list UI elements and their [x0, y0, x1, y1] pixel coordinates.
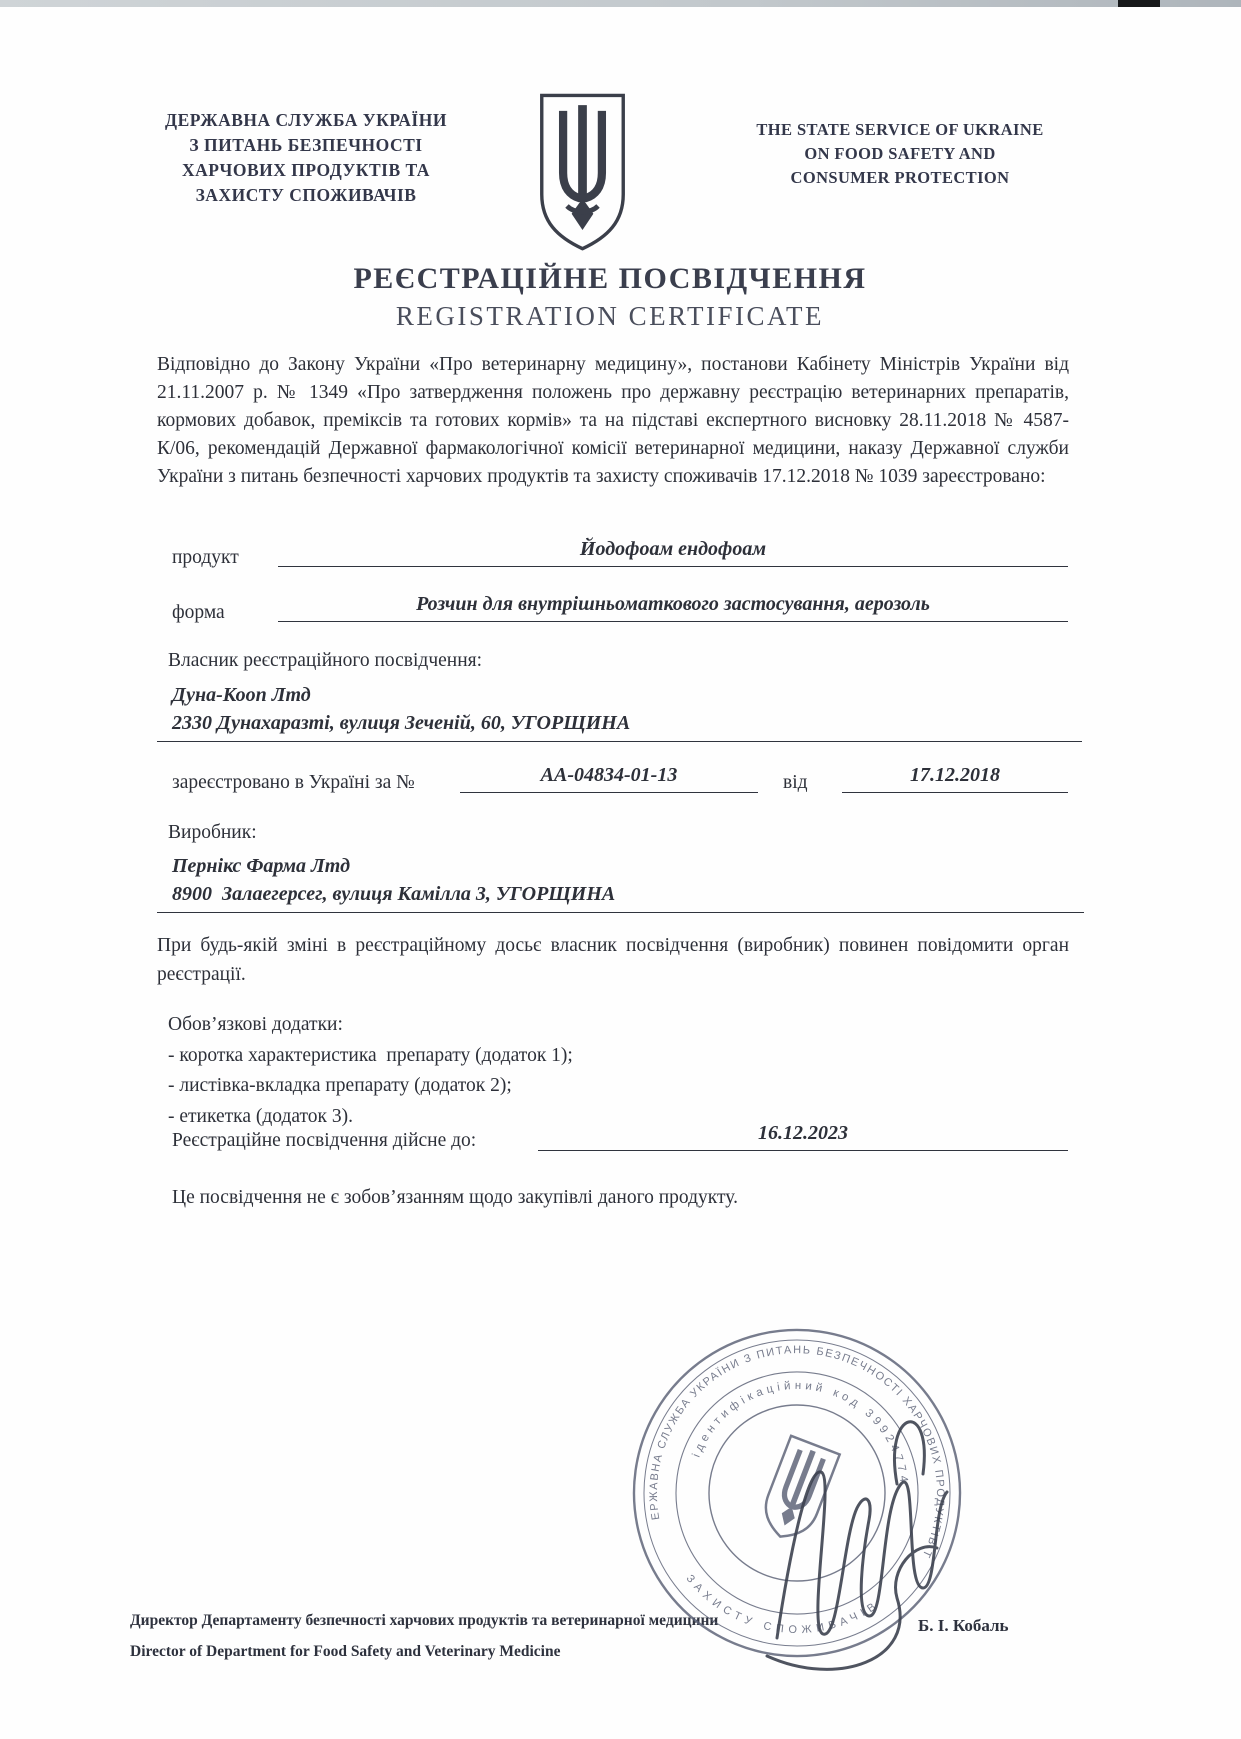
attachment-item: - етикетка (додаток 3).	[168, 1105, 354, 1127]
scan-edge-artifact	[0, 0, 1241, 7]
owner-name: Дуна-Кооп Лтд	[172, 684, 311, 706]
disclaimer: Це посвідчення не є зобов’язанням щодо закупівлі даного продукту.	[172, 1187, 738, 1208]
org-name-en-line: ON FOOD SAFETY AND	[804, 144, 996, 163]
intro-paragraph: Відповідно до Закону України «Про ветеринарну медицину», постанови Кабінету Міністрів України від 21.11.2007 р. № 1349 «Про затвердження положень про державну реєстрацію ветеринарних препаратів, кормових добавок, преміксів та готових кормів» та на підставі експертного висновку 28.11.2018 № 4587-К/06, рекомендацій Державної фармакологічної комісії ветеринарної медицини, наказу Державної служби України з питань безпечності харчових продуктів та захисту споживачів 17.12.2018 № 1039 зареєстровано:	[157, 354, 1069, 487]
org-name-en-line: THE STATE SERVICE OF UKRAINE	[756, 120, 1044, 139]
seal-inner-text: ідентифікаційний код 39924774	[690, 1379, 910, 1487]
seal-outer-text: ДЕРЖАВНА СЛУЖБА УКРАЇНИ З ПИТАНЬ БЕЗПЕЧНОСТІ ХАРЧОВИХ ПРОДУКТІВ ТА	[647, 1344, 946, 1561]
form-label: форма	[172, 602, 225, 623]
validity-label: Реєстраційне посвідчення дійсне до:	[172, 1130, 477, 1151]
registration-number: АА-04834-01-13	[460, 764, 758, 793]
registration-label: зареєстровано в Україні за №	[172, 772, 415, 793]
certificate-title-en: REGISTRATION CERTIFICATE	[395, 301, 825, 331]
change-notice: При будь-якій зміні в реєстраційному досьє власник посвідчення (виробник) повинен повідомити орган реєстрації.	[157, 935, 1069, 985]
director-title-en: Director of Department for Food Safety and Veterinary Medicine	[130, 1643, 561, 1660]
attachment-item: - листівка-вкладка препарату (додаток 2);	[168, 1075, 512, 1096]
ukraine-trident-emblem-icon	[534, 86, 631, 260]
product-value: Йодофоам ендофоам	[278, 538, 1068, 567]
signature	[742, 1388, 972, 1688]
manufacturer-name: Пернікс Фарма Лтд	[172, 855, 350, 877]
product-label: продукт	[172, 547, 239, 568]
signer-name: Б. І. Кобаль	[918, 1616, 1009, 1635]
org-name-uk-line: З ПИТАНЬ БЕЗПЕЧНОСТІ	[189, 135, 423, 155]
manufacturer-label: Виробник:	[168, 822, 257, 843]
form-value: Розчин для внутрішньоматкового застосування, аерозоль	[278, 593, 1068, 622]
owner-label: Власник реєстраційного посвідчення:	[168, 650, 483, 671]
attachments-title: Обов’язкові додатки:	[168, 1014, 343, 1035]
manufacturer-address: 8900 Залаегерсег, вулиця Камілла 3, УГОРЩИНА	[157, 883, 1084, 913]
director-title-uk: Директор Департаменту безпечності харчових продуктів та ветеринарної медицини	[130, 1612, 719, 1629]
org-name-uk-line: ЗАХИСТУ СПОЖИВАЧІВ	[195, 185, 417, 205]
org-name-uk	[135, 108, 477, 208]
owner-address: 2330 Дунахаразті, вулиця Зеченій, 60, УГОРЩИНА	[157, 712, 1082, 742]
org-name-uk-line: ХАРЧОВИХ ПРОДУКТІВ ТА	[182, 160, 430, 180]
attachment-item: - коротка характеристика препарату (додаток 1);	[168, 1044, 573, 1066]
registration-from-label: від	[783, 772, 808, 793]
attachments-list	[168, 1010, 1068, 1132]
certificate-title-uk: РЕЄСТРАЦІЙНЕ ПОСВІДЧЕННЯ	[353, 262, 867, 295]
seal-bottom-text: ЗАХИСТУ СПОЖИВАЧІВ	[683, 1572, 882, 1637]
scan-artifact-blob	[1118, 0, 1160, 7]
org-name-uk-line: ДЕРЖАВНА СЛУЖБА УКРАЇНИ	[165, 110, 447, 130]
org-name-en-line: CONSUMER PROTECTION	[790, 168, 1010, 187]
registration-date: 17.12.2018	[842, 764, 1068, 793]
org-name-en	[690, 118, 1110, 190]
validity-date: 16.12.2023	[538, 1122, 1068, 1151]
